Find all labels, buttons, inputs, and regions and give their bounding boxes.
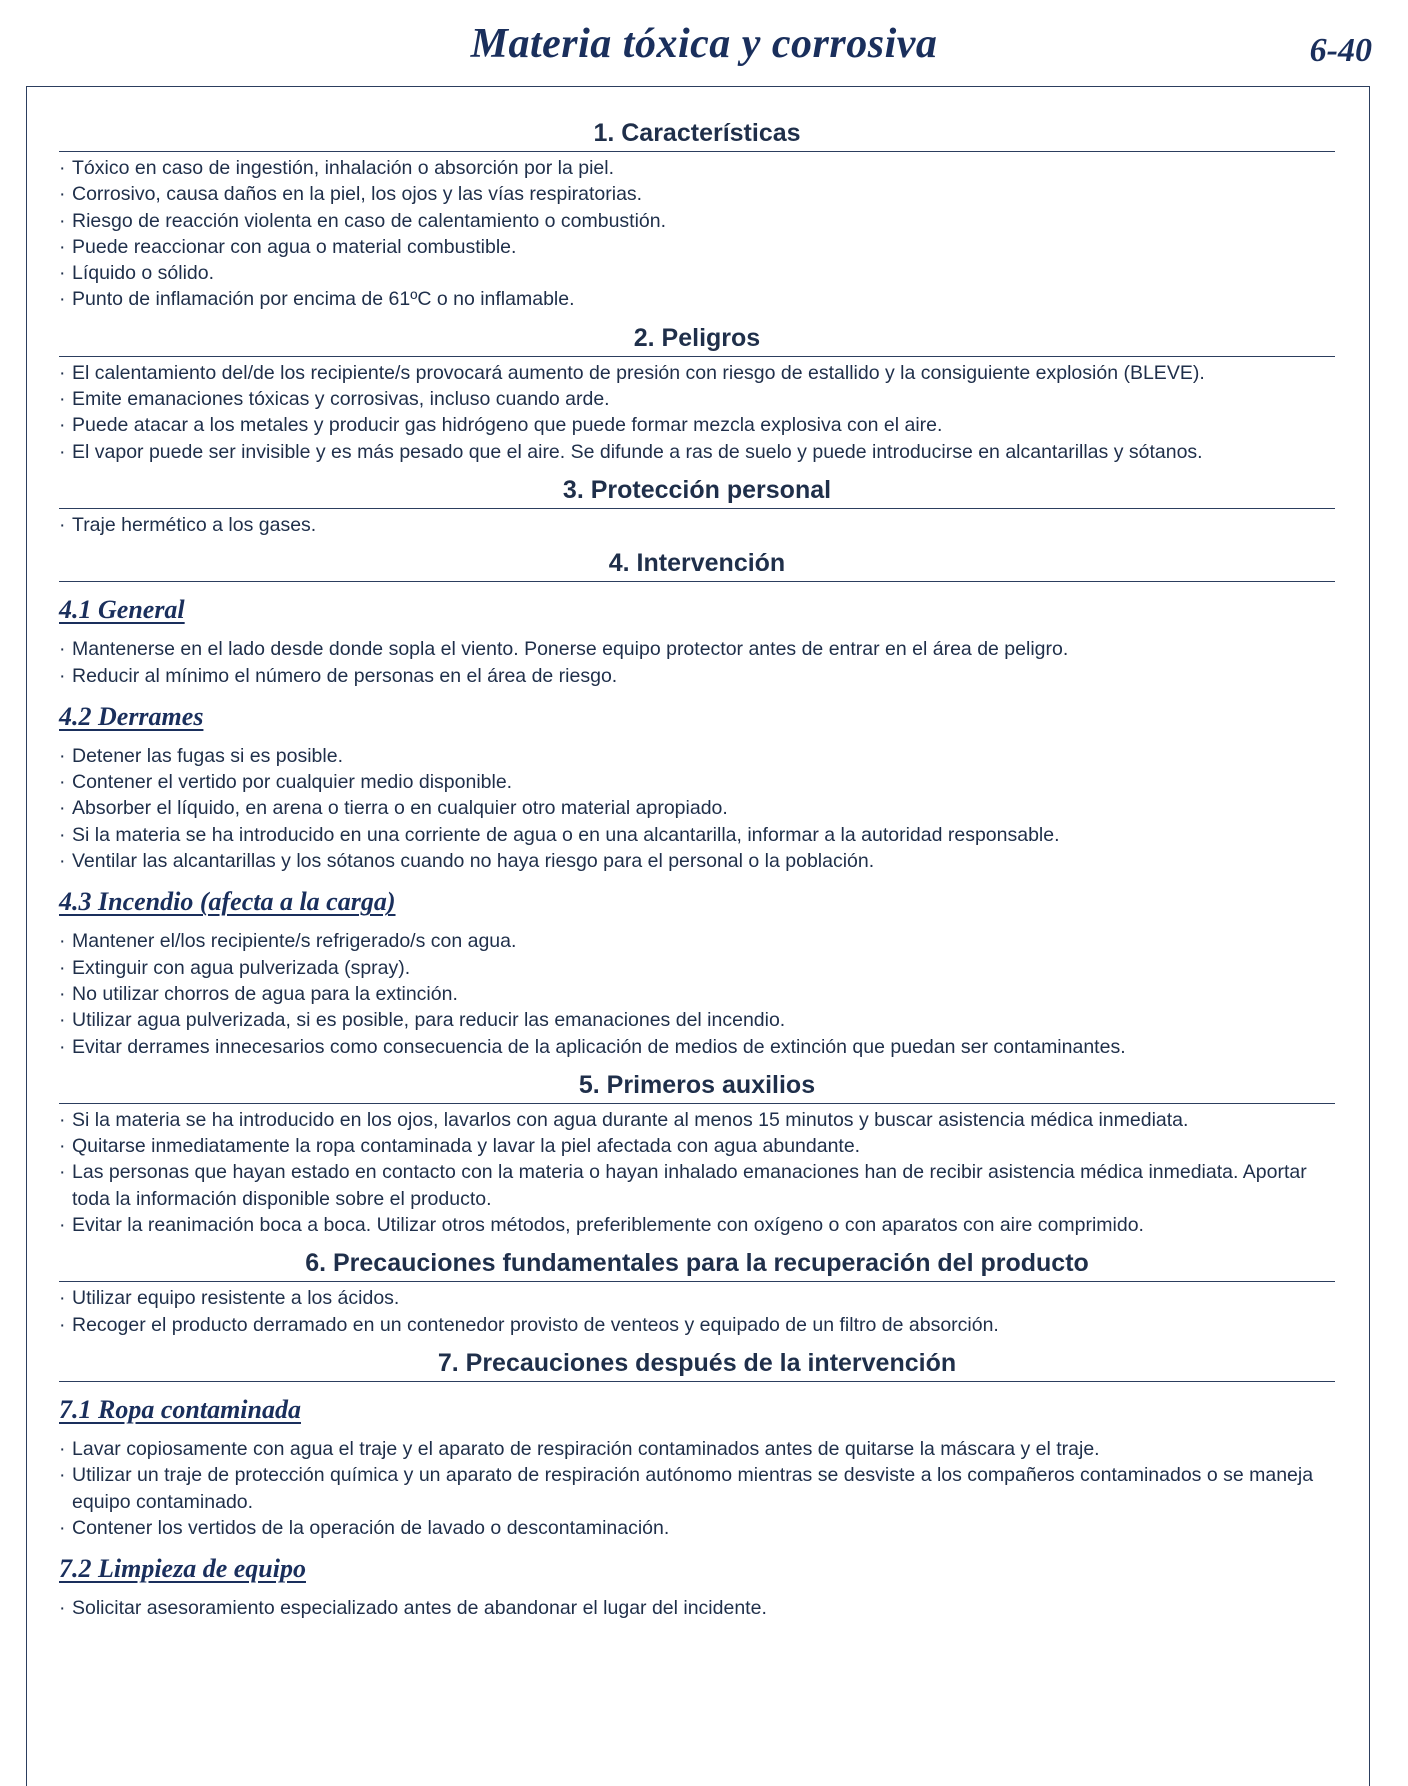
section-heading: 3. Protección personal: [59, 475, 1335, 509]
list-item: · Utilizar equipo resistente a los ácidos.: [59, 1285, 1335, 1311]
list-item: · Mantenerse en el lado desde donde sopla el viento. Ponerse equipo protector antes de entrar en el área de peligro.: [59, 636, 1335, 662]
section-heading: 1. Características: [59, 118, 1335, 152]
list-item: · Evitar la reanimación boca a boca. Utilizar otros métodos, preferiblemente con oxígeno o con aparatos con aire comprimido.: [59, 1212, 1335, 1238]
item-list: [59, 1595, 1335, 1621]
subsection-heading-derrames: 4.2 Derrames: [59, 701, 204, 731]
section-proteccion-personal: [59, 475, 1335, 538]
item-list: [59, 1285, 1335, 1338]
item-list: [59, 636, 1335, 689]
content: [59, 118, 1335, 1631]
section-precauciones-recuperacion: [59, 1248, 1335, 1338]
section-heading: 4. Intervención: [59, 548, 1335, 582]
list-item: · Solicitar asesoramiento especializado antes de abandonar el lugar del incidente.: [59, 1595, 1335, 1621]
section-heading: 5. Primeros auxilios: [59, 1070, 1335, 1104]
list-item: · Lavar copiosamente con agua el traje y el aparato de respiración contaminados antes de quitarse la máscara y el traje.: [59, 1436, 1335, 1462]
list-item: · Traje hermético a los gases.: [59, 512, 1335, 538]
list-item: · Recoger el producto derramado en un contenedor provisto de venteos y equipado de un filtro de absorción.: [59, 1312, 1335, 1338]
section-primeros-auxilios: [59, 1070, 1335, 1238]
item-list: [59, 155, 1335, 313]
list-item: · Emite emanaciones tóxicas y corrosivas, incluso cuando arde.: [59, 386, 1335, 412]
item-list: [59, 512, 1335, 538]
list-item: · Quitarse inmediatamente la ropa contaminada y lavar la piel afectada con agua abundante.: [59, 1133, 1335, 1159]
section-heading: 6. Precauciones fundamentales para la recuperación del producto: [59, 1248, 1335, 1282]
subsection-heading-incendio: 4.3 Incendio (afecta a la carga): [59, 887, 396, 917]
list-item: · Contener el vertido por cualquier medio disponible.: [59, 769, 1335, 795]
list-item: · Absorber el líquido, en arena o tierra o en cualquier otro material apropiado.: [59, 795, 1335, 821]
item-list: [59, 1107, 1335, 1238]
list-item: · Utilizar un traje de protección química y un aparato de respiración autónomo mientras se desviste a los compañeros contaminados o se maneja equipo contaminado.: [59, 1462, 1335, 1515]
list-item: · Tóxico en caso de ingestión, inhalación o absorción por la piel.: [59, 155, 1335, 181]
page-code: 6-40: [1309, 32, 1372, 69]
page-title: Materia tóxica y corrosiva: [470, 21, 938, 67]
section-heading: 2. Peligros: [59, 323, 1335, 357]
item-list: [59, 360, 1335, 465]
list-item: · Líquido o sólido.: [59, 260, 1335, 286]
subsection-heading-general: 4.1 General: [59, 595, 185, 625]
section-caracteristicas: [59, 118, 1335, 313]
subsection-heading-ropa-contaminada: 7.1 Ropa contaminada: [59, 1394, 301, 1424]
list-item: · Si la materia se ha introducido en los ojos, lavarlos con agua durante al menos 15 minutos y buscar asistencia médica inmediata.: [59, 1107, 1335, 1133]
list-item: · Reducir al mínimo el número de personas en el área de riesgo.: [59, 663, 1335, 689]
list-item: · Evitar derrames innecesarios como consecuencia de la aplicación de medios de extinción que puedan ser contaminantes.: [59, 1034, 1335, 1060]
list-item: · Ventilar las alcantarillas y los sótanos cuando no haya riesgo para el personal o la población.: [59, 848, 1335, 874]
list-item: · El vapor puede ser invisible y es más pesado que el aire. Se difunde a ras de suelo y puede introducirse en alcantarillas y sótanos.: [59, 439, 1335, 465]
section-precauciones-despues: [59, 1348, 1335, 1621]
list-item: · Si la materia se ha introducido en una corriente de agua o en una alcantarilla, informar a la autoridad responsable.: [59, 822, 1335, 848]
item-list: [59, 928, 1335, 1059]
item-list: [59, 1436, 1335, 1541]
list-item: · Punto de inflamación por encima de 61ºC o no inflamable.: [59, 286, 1335, 312]
subsection-heading-limpieza-equipo: 7.2 Limpieza de equipo: [59, 1554, 306, 1584]
list-item: · Mantener el/los recipiente/s refrigerado/s con agua.: [59, 928, 1335, 954]
list-item: · Riesgo de reacción violenta en caso de calentamiento o combustión.: [59, 208, 1335, 234]
list-item: · Las personas que hayan estado en contacto con la materia o hayan inhalado emanaciones han de recibir asistencia médica inmediata. Aportar toda la información disponible sobre el producto.: [59, 1159, 1335, 1212]
section-intervencion: [59, 548, 1335, 1060]
list-item: · Detener las fugas si es posible.: [59, 743, 1335, 769]
section-peligros: [59, 323, 1335, 465]
item-list: [59, 743, 1335, 874]
list-item: · El calentamiento del/de los recipiente/s provocará aumento de presión con riesgo de estallido y la consiguiente explosión (BLEVE).: [59, 360, 1335, 386]
list-item: · Puede atacar a los metales y producir gas hidrógeno que puede formar mezcla explosiva con el aire.: [59, 412, 1335, 438]
list-item: · Corrosivo, causa daños en la piel, los ojos y las vías respiratorias.: [59, 181, 1335, 207]
section-heading: 7. Precauciones después de la intervención: [59, 1348, 1335, 1382]
list-item: · No utilizar chorros de agua para la extinción.: [59, 981, 1335, 1007]
list-item: · Contener los vertidos de la operación de lavado o descontaminación.: [59, 1515, 1335, 1541]
list-item: · Extinguir con agua pulverizada (spray).: [59, 955, 1335, 981]
list-item: · Puede reaccionar con agua o material combustible.: [59, 234, 1335, 260]
list-item: · Utilizar agua pulverizada, si es posible, para reducir las emanaciones del incendio.: [59, 1007, 1335, 1033]
